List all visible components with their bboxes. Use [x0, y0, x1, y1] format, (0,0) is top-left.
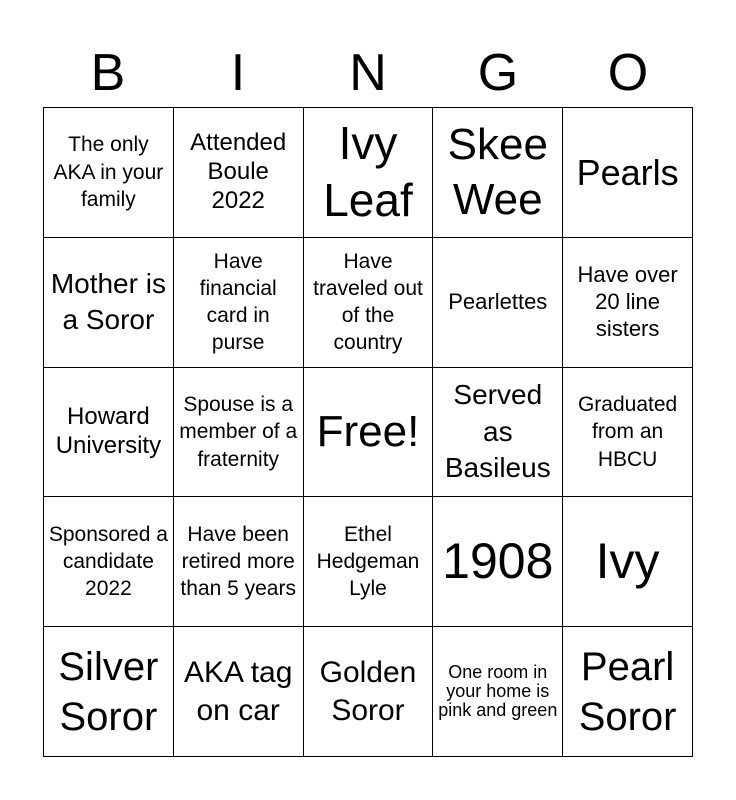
header-letter-b: B	[90, 44, 126, 102]
header-letter-n: N	[349, 44, 387, 102]
bingo-cell-r4c1[interactable]: Sponsored a candidate 2022	[44, 497, 174, 627]
bingo-cell-r4c4[interactable]: 1908	[433, 497, 563, 627]
bingo-cell-r2c5[interactable]: Have over 20 line sisters	[563, 238, 693, 368]
bingo-cell-r3c5[interactable]: Graduated from an HBCU	[563, 368, 693, 498]
bingo-cell-r5c3[interactable]: Golden Soror	[304, 627, 434, 757]
header-letter-i: I	[230, 44, 246, 102]
bingo-cell-r1c5[interactable]: Pearls	[563, 108, 693, 238]
bingo-cell-r4c2[interactable]: Have been retired more than 5 years	[174, 497, 304, 627]
bingo-board	[43, 107, 693, 757]
bingo-cell-r3c3-free-space[interactable]: Free!	[304, 368, 434, 498]
bingo-cell-r1c4[interactable]: Skee Wee	[433, 108, 563, 238]
bingo-cell-r5c1[interactable]: Silver Soror	[44, 627, 174, 757]
header-letter-o: O	[607, 44, 649, 102]
bingo-cell-r1c1[interactable]: The only AKA in your family	[44, 108, 174, 238]
bingo-cell-r5c4[interactable]: One room in your home is pink and green	[433, 627, 563, 757]
bingo-cell-r4c3[interactable]: Ethel Hedgeman Lyle	[304, 497, 434, 627]
bingo-cell-r1c3[interactable]: Ivy Leaf	[304, 108, 434, 238]
header-letter-g: G	[477, 44, 519, 102]
bingo-cell-r3c4[interactable]: Served as Basileus	[433, 368, 563, 498]
bingo-cell-r2c1[interactable]: Mother is a Soror	[44, 238, 174, 368]
bingo-cell-r2c3[interactable]: Have traveled out of the country	[304, 238, 434, 368]
bingo-cell-r4c5[interactable]: Ivy	[563, 497, 693, 627]
bingo-cell-r3c1[interactable]: Howard University	[44, 368, 174, 498]
bingo-cell-r2c4[interactable]: Pearlettes	[433, 238, 563, 368]
bingo-header	[43, 38, 693, 108]
bingo-cell-r2c2[interactable]: Have financial card in purse	[174, 238, 304, 368]
bingo-cell-r5c2[interactable]: AKA tag on car	[174, 627, 304, 757]
bingo-cell-r3c2[interactable]: Spouse is a member of a fraternity	[174, 368, 304, 498]
bingo-cell-r5c5[interactable]: Pearl Soror	[563, 627, 693, 757]
bingo-cell-r1c2[interactable]: Attended Boule 2022	[174, 108, 304, 238]
